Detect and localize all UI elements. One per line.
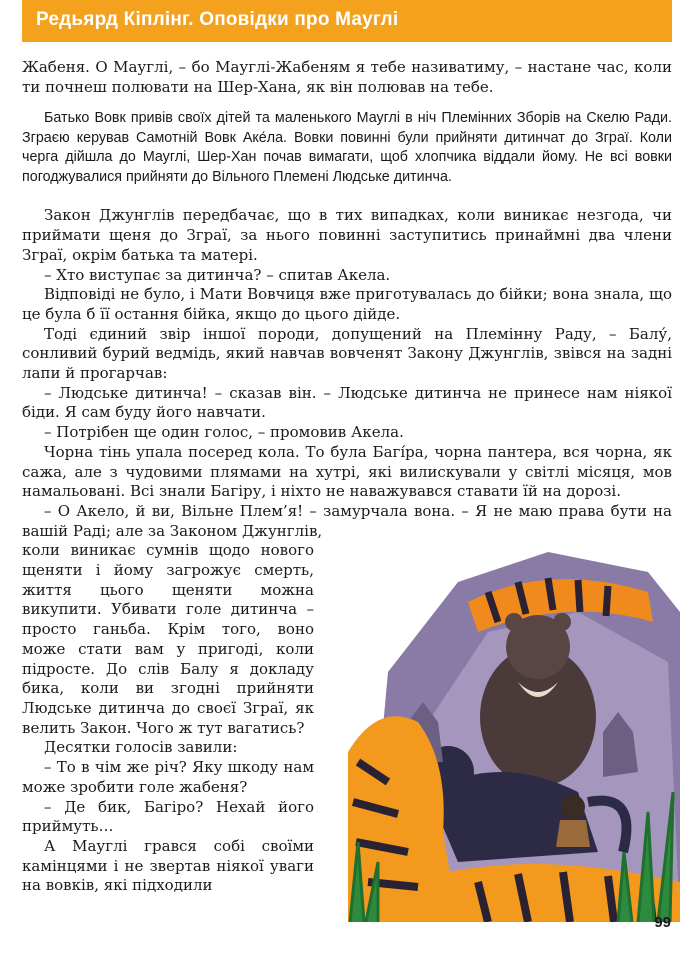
paragraph: коли виникає сумнів щодо нового щеняти і йому загрожує смерть, життя цього щеняти можна викупити. Убивати голе дитинча – просто ганьба. Крім того, воно може стати вам у пригоді, коли підросте. До слів Балу я докладу бика, коли ви згодні прийняти Людське дитинча до своєї Зграї, як велить Закон. Чого ж тут вагатись? bbox=[22, 541, 314, 737]
bear-ear bbox=[553, 613, 571, 631]
page-number: 99 bbox=[654, 914, 671, 931]
paragraph: – Хто виступає за дитинча? – спитав Акела. bbox=[44, 265, 391, 284]
paragraph: – Потрібен ще один голос, – промовив Акела. bbox=[44, 423, 404, 442]
paragraph: Чорна тінь упала посеред кола. То була Багі́ра, чорна пантера, вся чорна, як сажа, але з чудовими плямами на хутрі, які вилискували у світлі місяця, мов намальовані. Всі знали Багіру, і ніхто не наважувався ставати їй на дорозі. bbox=[22, 442, 672, 501]
running-title: Редьярд Кіплінг. Оповідки про Мауглі bbox=[36, 9, 399, 30]
paragraph: Відповіді не було, і Мати Вовчиця вже приготувалась до бійки; вона знала, що це була б її остання бійка, якщо до цього дійде. bbox=[22, 285, 672, 323]
paragraph: – Людське дитинча! – сказав він. – Людське дитинча не принесе нам ніякої біди. Я сам буду його навчати. bbox=[22, 383, 672, 422]
paragraph: Десятки голосів завили: bbox=[44, 738, 238, 757]
page-header bbox=[22, 0, 672, 42]
mowgli-body bbox=[556, 820, 590, 847]
summary-block bbox=[22, 109, 672, 187]
paragraph: – О Акело, й ви, Вільне Плем’я! – замурчала вона. – Я не маю права бути на вашій Раді; але за Законом Джунглів, bbox=[22, 501, 672, 540]
bear-ear bbox=[505, 613, 523, 631]
paragraph: Тоді єдиний звір іншої породи, допущений на Племінну Раду, – Балу́, сонливий бурий ведмідь, який навчав вовченят Закону Джунглів, звівся на задні лапи й прогарчав: bbox=[22, 324, 672, 383]
paragraph: – То в чім же річ? Яку шкоду нам може зробити голе жабеня? bbox=[22, 758, 314, 796]
illustration-jungle-council bbox=[348, 552, 680, 922]
mowgli-head bbox=[561, 795, 585, 819]
paragraph: А Мауглі грався собі своїми камінцями і не звертав ніякої уваги на вовків, які підходили bbox=[22, 836, 314, 895]
paragraph: Закон Джунглів передбачає, що в тих випадках, коли виникає незгода, чи приймати щеня до Зграї, за нього повинні заступитись принаймні два члени Зграї, окрім батька та матері. bbox=[22, 206, 672, 264]
intro-paragraph: Жабеня. О Мауглі, – бо Мауглі-Жабеням я тебе називатиму, – настане час, коли ти почнеш полювати на Шер-Хана, як він полював на тебе. bbox=[22, 58, 672, 96]
summary-text: Батько Вовк привів своїх дітей та маленького Мауглі в ніч Племінних Зборів на Скелю Ради. Зграєю керував Самотній Вовк Аке́ла. Вовки повинні були прийняти дитинчат до Зграї. Коли черга дійшла до Мауглі, Шер-Хан почав вимагати, щоб хлопчика віддали йому. Не всі вовки погоджувалися прийняти до Вільного Племені Людське дитинча. bbox=[22, 110, 672, 185]
paragraph: – Де бик, Багіро? Нехай його приймуть… bbox=[22, 797, 314, 836]
